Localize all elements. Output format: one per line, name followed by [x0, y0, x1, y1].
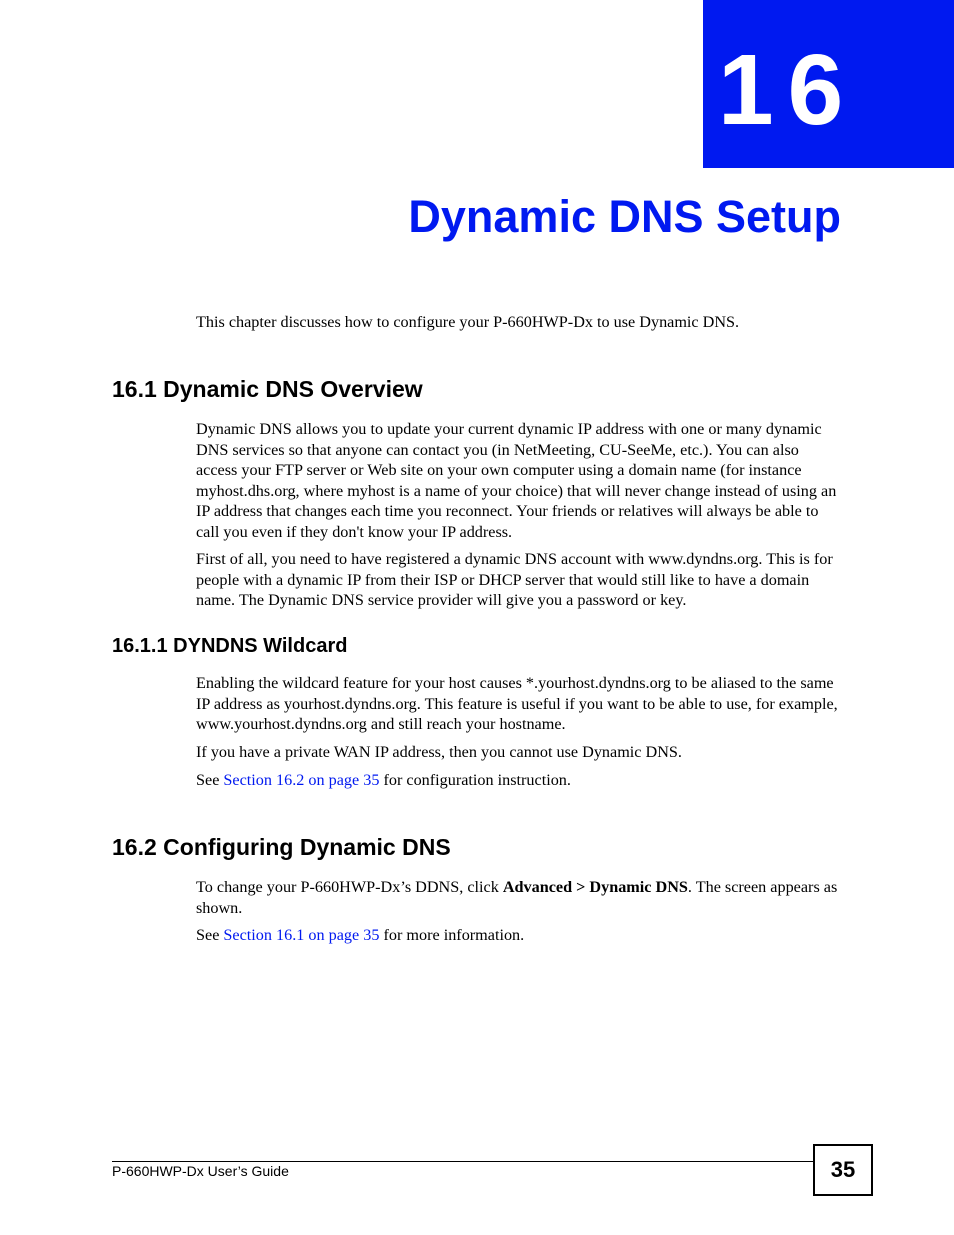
para-prefix: To change your P-660HWP-Dx’s DDNS, click — [196, 878, 503, 896]
section-16-2-link[interactable]: Section 16.2 on page 35 — [223, 771, 380, 789]
section-16-2-see-also — [196, 925, 844, 946]
see-suffix: for configuration instruction. — [379, 771, 571, 789]
see-suffix: for more information. — [379, 926, 525, 944]
page-number: 35 — [813, 1144, 873, 1196]
section-16-1-link[interactable]: Section 16.1 on page 35 — [223, 926, 380, 944]
footer-rule — [112, 1161, 814, 1162]
section-16-1-1-paragraph-2: If you have a private WAN IP address, then you cannot use Dynamic DNS. — [196, 743, 682, 761]
section-16-1-paragraph-1: Dynamic DNS allows you to update your current dynamic IP address with one or many dynamic DNS services so that anyone can contact you (in NetMeeting, CU-SeeMe, etc.). You can also access your FTP server or Web site on your own computer using a domain name (for instance myhost.dhs.org, where myhost is a name of your choice) that will never change instead of using an IP address that changes each time you reconnect. Your friends or relatives will always be able to call you even if they don't know your IP address. — [196, 420, 837, 541]
section-16-2-paragraph-1 — [196, 877, 844, 918]
section-heading-16-2: 16.2 Configuring Dynamic DNS — [112, 834, 451, 860]
see-prefix: See — [196, 771, 224, 789]
see-prefix: See — [196, 926, 224, 944]
footer-guide-title: P-660HWP-Dx User’s Guide — [112, 1163, 289, 1179]
chapter-number: 16 — [718, 34, 858, 146]
menu-path: Advanced > Dynamic DNS — [502, 878, 688, 896]
chapter-intro: This chapter discusses how to configure your P-660HWP-Dx to use Dynamic DNS. — [196, 313, 740, 331]
section-heading-16-1-1: 16.1.1 DYNDNS Wildcard — [112, 635, 348, 657]
chapter-title: Dynamic DNS Setup — [408, 191, 841, 242]
section-16-1-1-see-also — [196, 770, 844, 791]
section-16-1-paragraph-2: First of all, you need to have registered a dynamic DNS account with www.dyndns.org. This is for people with a dynamic IP from their ISP or DHCP server that would still like to have a domain name. The Dynamic DNS service provider will give you a password or key. — [196, 550, 833, 609]
para-suffix: . The screen appears as shown. — [196, 878, 838, 917]
section-heading-16-1: 16.1 Dynamic DNS Overview — [112, 376, 423, 402]
section-16-1-1-paragraph-1: Enabling the wildcard feature for your host causes *.yourhost.dyndns.org to be aliased to the same IP address as yourhost.dyndns.org. This feature is useful if you want to be able to use, for example, www.yourhost.dyndns.org and still reach your hostname. — [196, 674, 838, 733]
